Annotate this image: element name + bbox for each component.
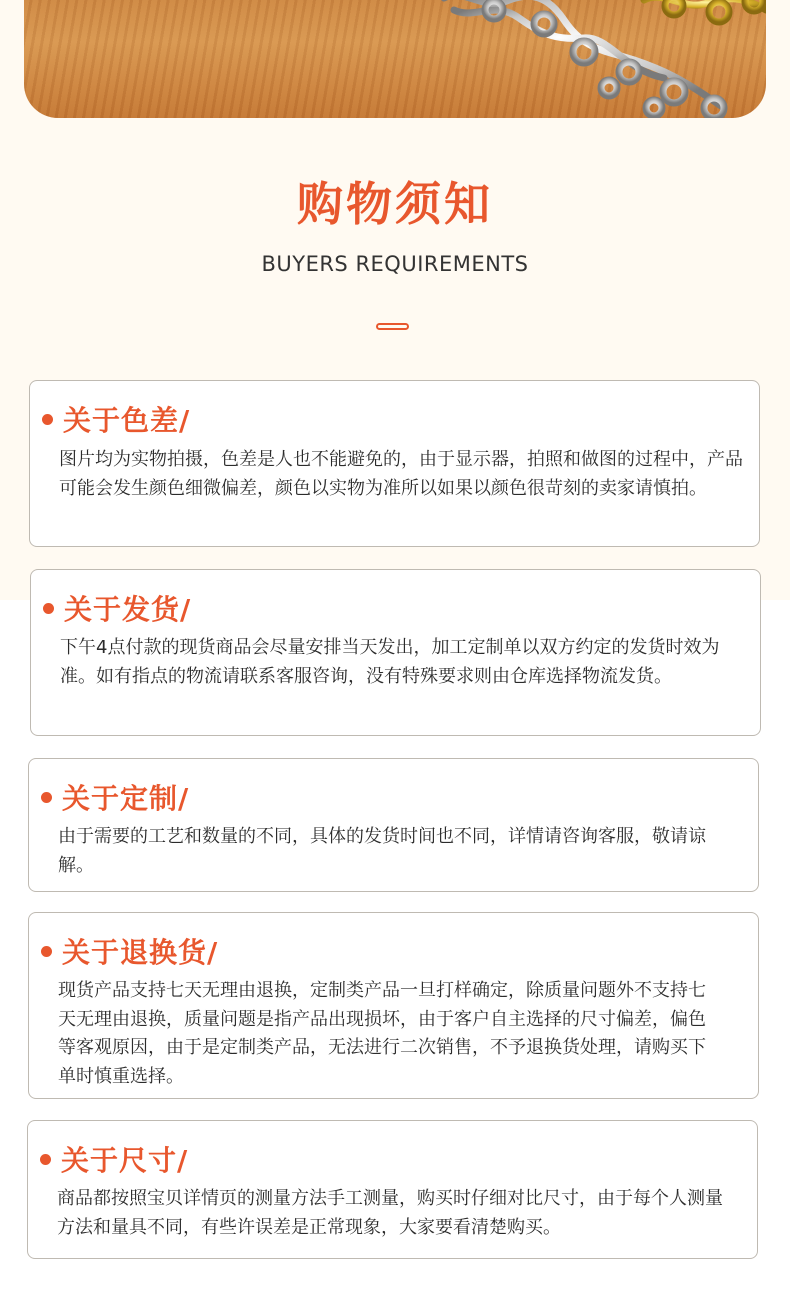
section-body: 由于需要的工艺和数量的不同，具体的发货时间也不同，详情请咨询客服，敬请谅解。 <box>58 826 706 876</box>
section-card-color-difference <box>29 380 760 547</box>
section-title: 关于定制/ <box>62 782 190 815</box>
bullet-dot-icon <box>42 414 53 425</box>
section-title: 关于尺寸/ <box>61 1144 189 1177</box>
section-body: 下午4点付款的现货商品会尽量安排当天发出，加工定制单以双方约定的发货时效为准。如有指点的物流请联系客服咨询，没有特殊要求则由仓库选择物流发货。 <box>60 637 720 687</box>
section-body: 图片均为实物拍摄，色差是人也不能避免的，由于显示器，拍照和做图的过程中，产品可能会发生颜色细微偏差，颜色以实物为准所以如果以颜色很苛刻的卖家请慎拍。 <box>59 449 743 499</box>
section-body: 现货产品支持七天无理由退换，定制类产品一旦打样确定，除质量问题外不支持七天无理由退换，质量问题是指产品出现损坏，由于客户自主选择的尺寸偏差，偏色等客观原因，由于是定制类产品，无法进行二次销售，不予退换货处理，请购买下单时慎重选择。 <box>58 980 706 1087</box>
section-card-customization <box>28 758 759 892</box>
product-photo-banner <box>24 0 766 118</box>
section-title: 关于退换货/ <box>62 936 219 969</box>
section-title: 关于发货/ <box>64 593 192 626</box>
section-card-returns <box>28 912 759 1099</box>
section-card-shipping <box>30 569 761 736</box>
bullet-dot-icon <box>43 603 54 614</box>
page-title: 购物须知 <box>297 177 493 231</box>
bullet-dot-icon <box>40 1154 51 1165</box>
lace-trim-image <box>24 0 766 118</box>
bullet-dot-icon <box>41 946 52 957</box>
section-card-size <box>27 1120 758 1259</box>
page-subtitle: BUYERS REQUIREMENTS <box>261 252 529 276</box>
section-body: 商品都按照宝贝详情页的测量方法手工测量，购买时仔细对比尺寸，由于每个人测量方法和量具不同，有些许误差是正常现象，大家要看清楚购买。 <box>57 1188 723 1238</box>
bullet-dot-icon <box>41 792 52 803</box>
title-divider <box>376 323 409 330</box>
section-title: 关于色差/ <box>63 404 191 437</box>
